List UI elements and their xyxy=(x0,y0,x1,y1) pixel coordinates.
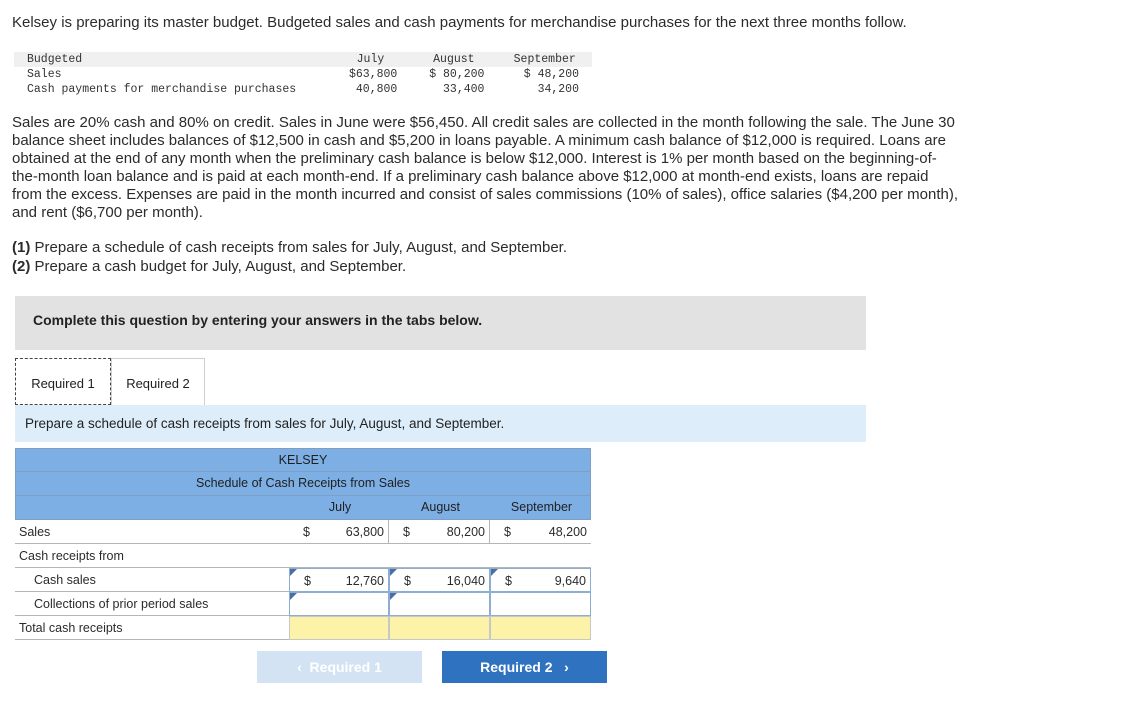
budget-cell: $ 48,200 xyxy=(523,68,579,81)
budget-row-payments xyxy=(14,82,592,97)
requirement-text: Prepare a cash budget for July, August, and September. xyxy=(30,258,407,275)
tab-required-2[interactable] xyxy=(111,358,205,405)
row-sales xyxy=(15,520,591,544)
row-cash-receipts-from xyxy=(15,544,591,568)
requirement-number: (2) xyxy=(12,258,31,275)
cash-receipts-schedule xyxy=(15,448,591,640)
column-header-september: September xyxy=(510,500,573,514)
row-label: Cash receipts from xyxy=(19,549,124,563)
dollar-sign: $ xyxy=(505,574,512,588)
dollar-sign: $ xyxy=(404,574,411,588)
cell-value: 48,200 xyxy=(548,525,587,539)
requirement-number: (1) xyxy=(12,239,31,256)
dollar-sign: $ xyxy=(504,525,511,539)
column-header-august: August xyxy=(421,500,460,514)
row-cash-sales xyxy=(15,568,591,592)
requirement-2 xyxy=(12,257,567,276)
budget-table xyxy=(14,52,592,97)
next-required-2-button[interactable] xyxy=(442,651,607,683)
button-label: Required 1 xyxy=(309,659,382,675)
requirement-1 xyxy=(12,238,567,257)
tab-label: Required 1 xyxy=(31,376,95,391)
row-label: Collections of prior period sales xyxy=(34,597,209,611)
row-collections-prior-period xyxy=(15,592,591,616)
budget-row-label: Sales xyxy=(27,68,62,81)
cash-sales-august-input[interactable] xyxy=(389,568,490,592)
budget-cell: $63,800 xyxy=(349,68,398,81)
budget-header-july: July xyxy=(331,52,411,67)
sales-july-cell xyxy=(289,520,389,544)
budget-row-sales xyxy=(14,67,592,82)
problem-details: Sales are 20% cash and 80% on credit. Sales in June were $56,450. All credit sales are collected in the month following the sale. The June 30 balance sheet includes balances of $12,500 in cash and $5,200 in loans payable. A minimum cash balance of $12,000 is required. Loans are obtained at the end of any month when the preliminary cash balance is below $12,000. Interest is 1% per month based on the beginning-of-the-month loan balance and is paid at each month-end. If a preliminary cash balance above $12,000 at month-end exists, loans are repaid from the excess. Expenses are paid in the month incurred and consist of sales commissions (10% of sales), office salaries ($4,200 per month), and rent ($6,700 per month). xyxy=(12,114,959,221)
cash-sales-september-input[interactable] xyxy=(490,568,591,592)
tab-label: Required 2 xyxy=(126,376,190,391)
banner-text: Complete this question by entering your answers in the tabs below. xyxy=(33,312,483,328)
requirement-text: Prepare a schedule of cash receipts from sales for July, August, and September. xyxy=(30,239,568,256)
dollar-sign: $ xyxy=(304,574,311,588)
cell-value: 9,640 xyxy=(554,574,586,588)
row-label: Cash sales xyxy=(34,573,96,587)
dollar-sign: $ xyxy=(303,525,310,539)
budget-cell: $ 80,200 xyxy=(429,68,485,81)
schedule-company-name: KELSEY xyxy=(15,448,591,472)
chevron-right-icon: › xyxy=(564,659,569,675)
cell-value: 12,760 xyxy=(345,574,384,588)
sales-september-cell xyxy=(490,520,591,544)
schedule-title: Schedule of Cash Receipts from Sales xyxy=(15,472,591,496)
budget-cell: 34,200 xyxy=(537,83,579,96)
budget-header-label: Budgeted xyxy=(14,52,331,67)
collections-september-input[interactable] xyxy=(490,592,591,616)
cell-value: 80,200 xyxy=(446,525,485,539)
tab-required-1[interactable] xyxy=(15,358,111,405)
schedule-column-headers xyxy=(15,496,591,520)
budget-cell: 40,800 xyxy=(355,83,398,96)
requirements-list xyxy=(12,238,567,276)
instruction-banner xyxy=(15,296,866,350)
button-label: Required 2 xyxy=(480,659,553,675)
budget-table-header-row xyxy=(14,52,592,67)
row-label: Sales xyxy=(19,525,51,539)
budget-header-september: September xyxy=(497,52,592,67)
column-header-july: July xyxy=(328,500,352,514)
row-total-cash-receipts xyxy=(15,616,591,640)
prev-required-1-button[interactable] xyxy=(257,651,422,683)
chevron-left-icon: ‹ xyxy=(297,659,302,675)
collections-july-input[interactable] xyxy=(289,592,389,616)
total-september-cell xyxy=(490,616,591,640)
row-label: Total cash receipts xyxy=(19,621,123,635)
sales-august-cell xyxy=(389,520,490,544)
dollar-sign: $ xyxy=(403,525,410,539)
budget-header-august: August xyxy=(410,52,497,67)
total-august-cell xyxy=(389,616,490,640)
cell-value: 63,800 xyxy=(345,525,384,539)
cell-value: 16,040 xyxy=(446,574,485,588)
instruction-text: Prepare a schedule of cash receipts from sales for July, August, and September. xyxy=(25,416,505,431)
budget-row-label: Cash payments for merchandise purchases xyxy=(27,83,297,96)
budget-cell: 33,400 xyxy=(443,83,485,96)
collections-august-input[interactable] xyxy=(389,592,490,616)
cash-sales-july-input[interactable] xyxy=(289,568,389,592)
problem-intro: Kelsey is preparing its master budget. Budgeted sales and cash payments for merchandise purchases for the next three months follow. xyxy=(12,14,907,31)
total-july-cell xyxy=(289,616,389,640)
tab-instruction xyxy=(15,405,866,442)
